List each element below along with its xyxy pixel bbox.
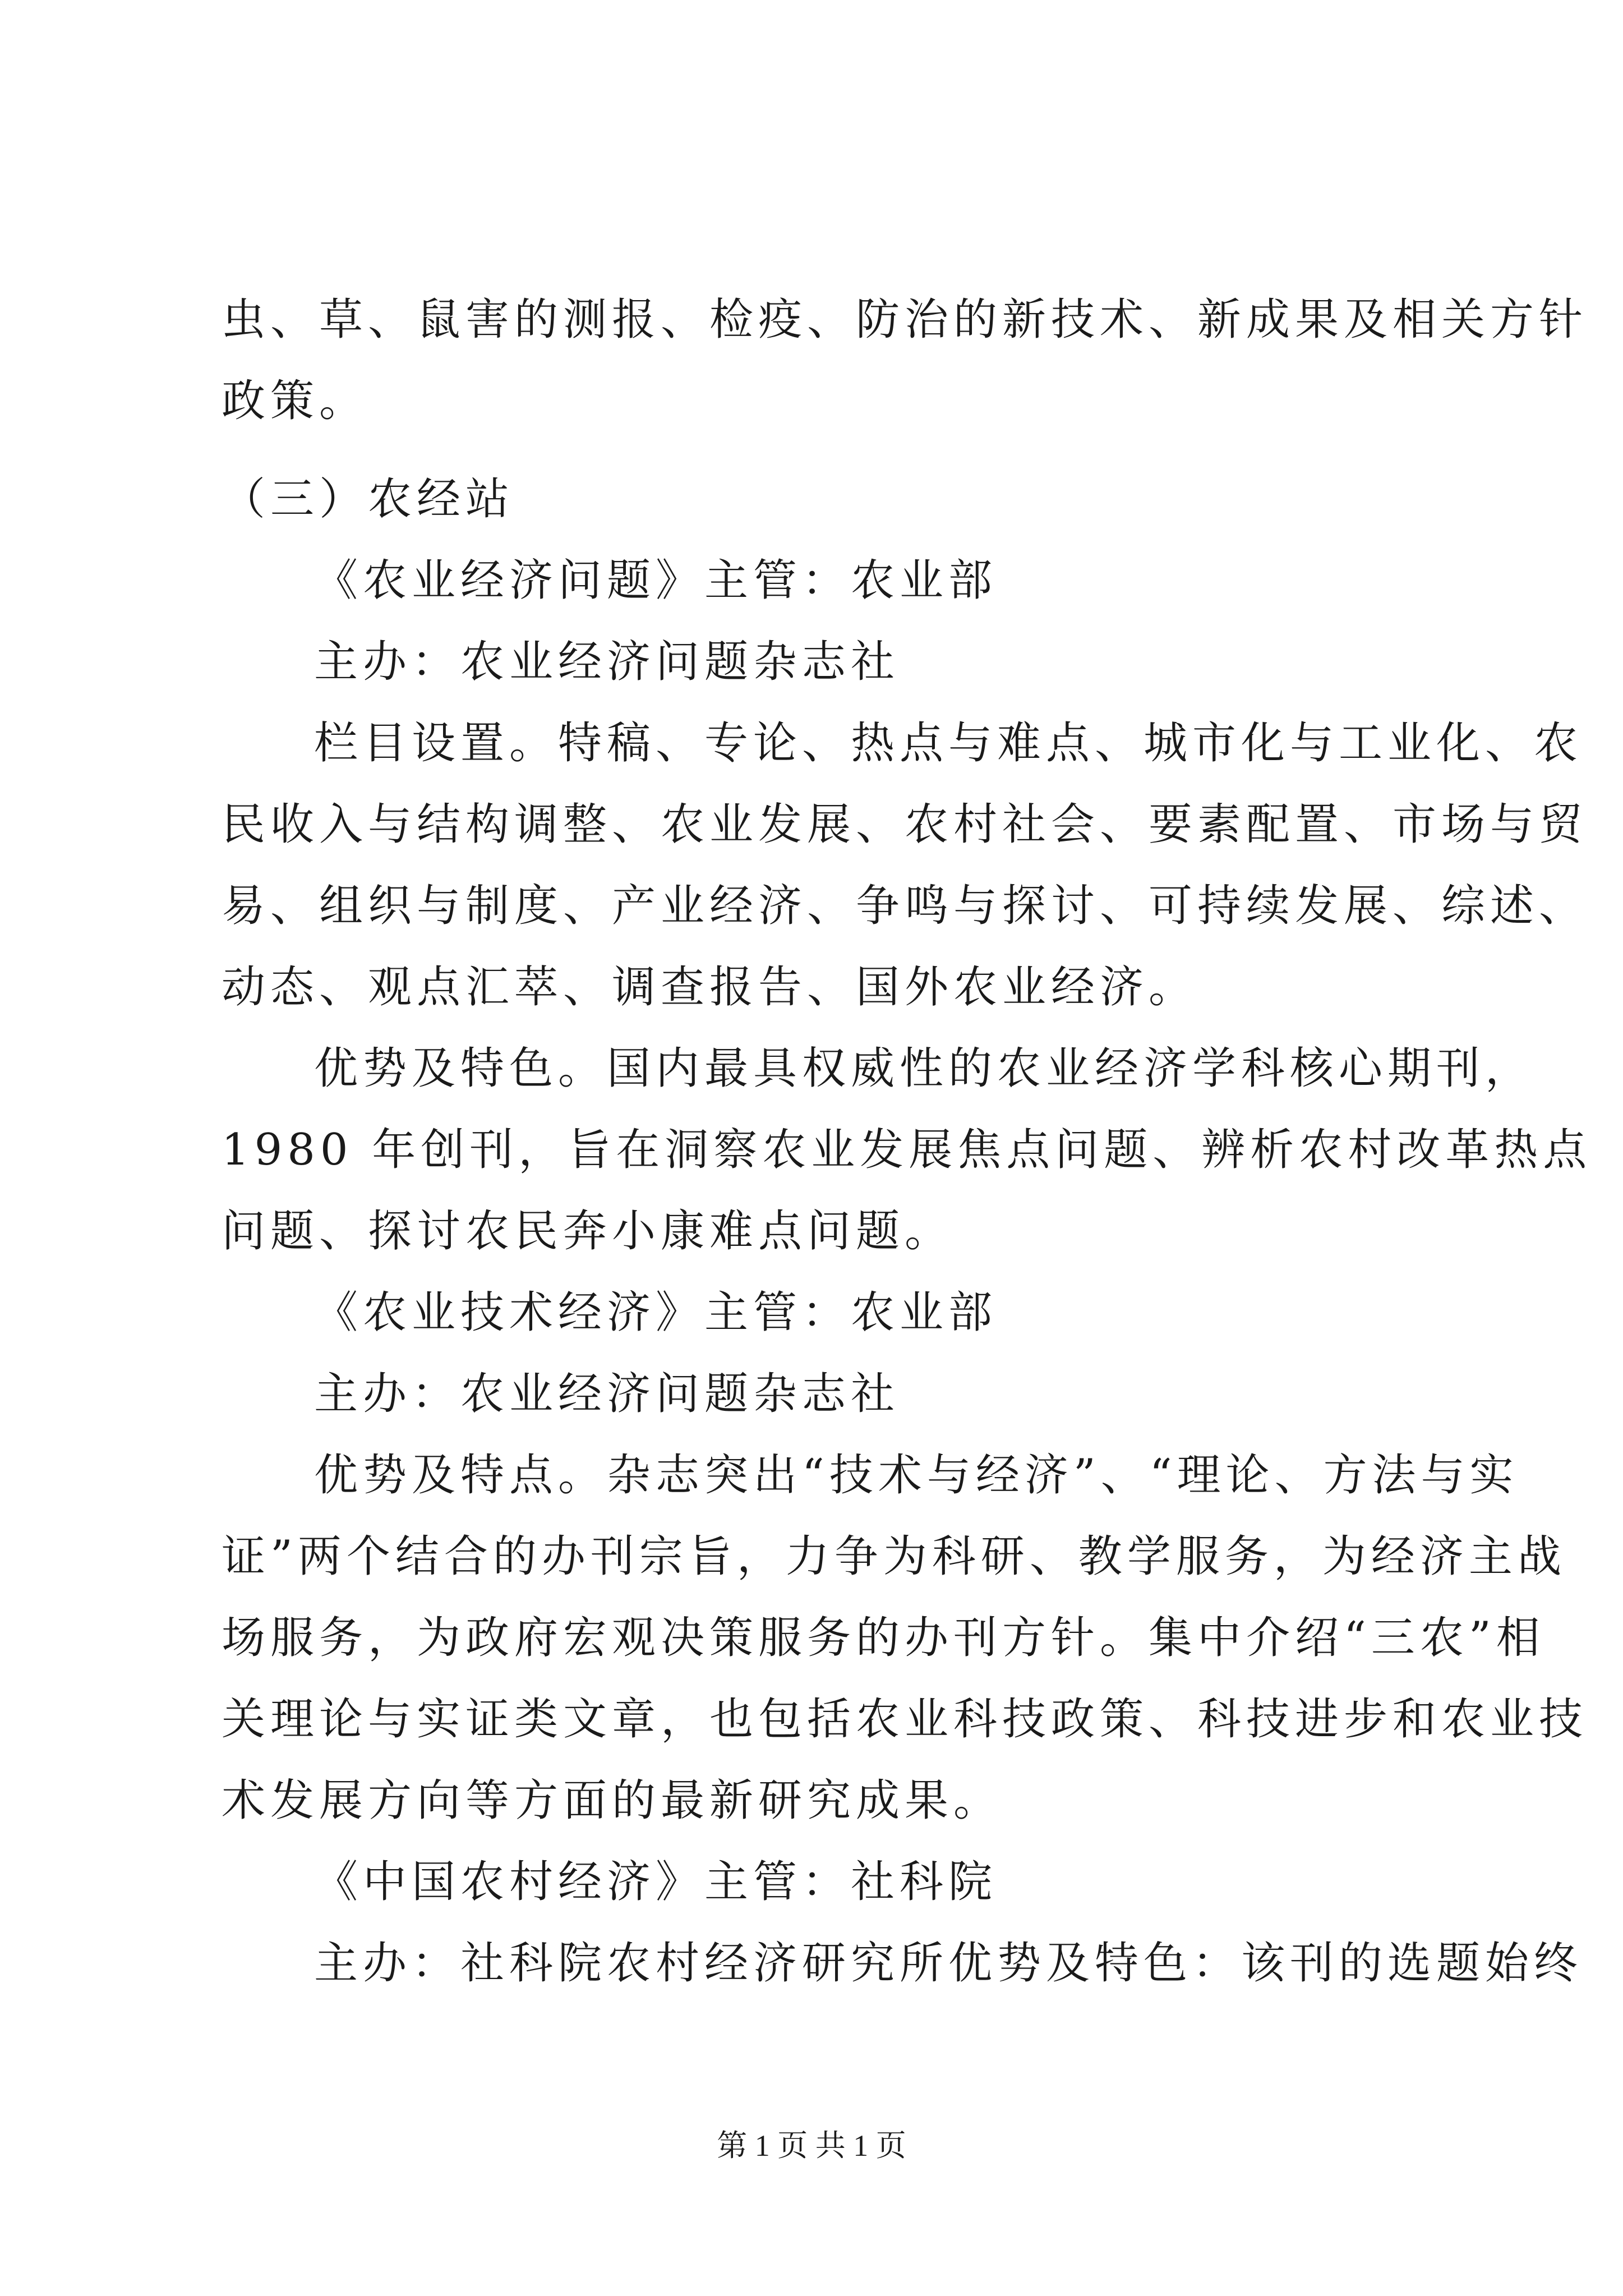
body-line: 动态、观点汇萃、调查报告、国外农业经济。	[222, 962, 1198, 1013]
sponsor-line: 主办：农业经济问题杂志社	[314, 637, 900, 687]
journal-title-line: 《农业技术经济》主管：农业部	[314, 1287, 998, 1338]
body-line: 1980 年创刊，旨在洞察农业发展焦点问题、辨析农村改革热点	[222, 1125, 1592, 1175]
body-line: 场服务，为政府宏观决策服务的办刊方针。集中介绍“三农”相	[222, 1613, 1545, 1663]
body-line: 证”两个结合的办刊宗旨，力争为科研、教学服务，为经济主战	[222, 1531, 1566, 1582]
body-line: 优势及特点。杂志突出“技术与经济”、“理论、方法与实	[314, 1450, 1519, 1501]
body-line: 优势及特色。国内最具权威性的农业经济学科核心期刊，	[314, 1043, 1534, 1094]
body-line: 术发展方向等方面的最新研究成果。	[222, 1775, 1003, 1826]
page-number-label: 第 1 页 共 1 页	[717, 2129, 906, 2162]
body-line: 政策。	[222, 376, 368, 426]
body-line: 民收入与结构调整、农业发展、农村社会、要素配置、市场与贸	[222, 799, 1588, 850]
sponsor-line: 主办：社科院农村经济研究所优势及特色：该刊的选题始终	[314, 1938, 1583, 1989]
page-footer	[0, 2126, 1623, 2165]
body-line: 易、组织与制度、产业经济、争鸣与探讨、可持续发展、综述、	[222, 881, 1588, 931]
journal-title-line: 《中国农村经济》主管：社科院	[314, 1857, 998, 1907]
body-line: 问题、探讨农民奔小康难点问题。	[222, 1206, 954, 1257]
journal-title-line: 《农业经济问题》主管：农业部	[314, 555, 998, 606]
sponsor-line: 主办：农业经济问题杂志社	[314, 1369, 900, 1419]
body-line: 关理论与实证类文章，也包括农业科技政策、科技进步和农业技	[222, 1694, 1588, 1745]
section-heading: （三）农经站	[222, 474, 515, 524]
body-line: 栏目设置。特稿、专论、热点与难点、城市化与工业化、农	[314, 718, 1583, 769]
body-line: 虫、草、鼠害的测报、检疫、防治的新技术、新成果及相关方针	[222, 295, 1588, 345]
